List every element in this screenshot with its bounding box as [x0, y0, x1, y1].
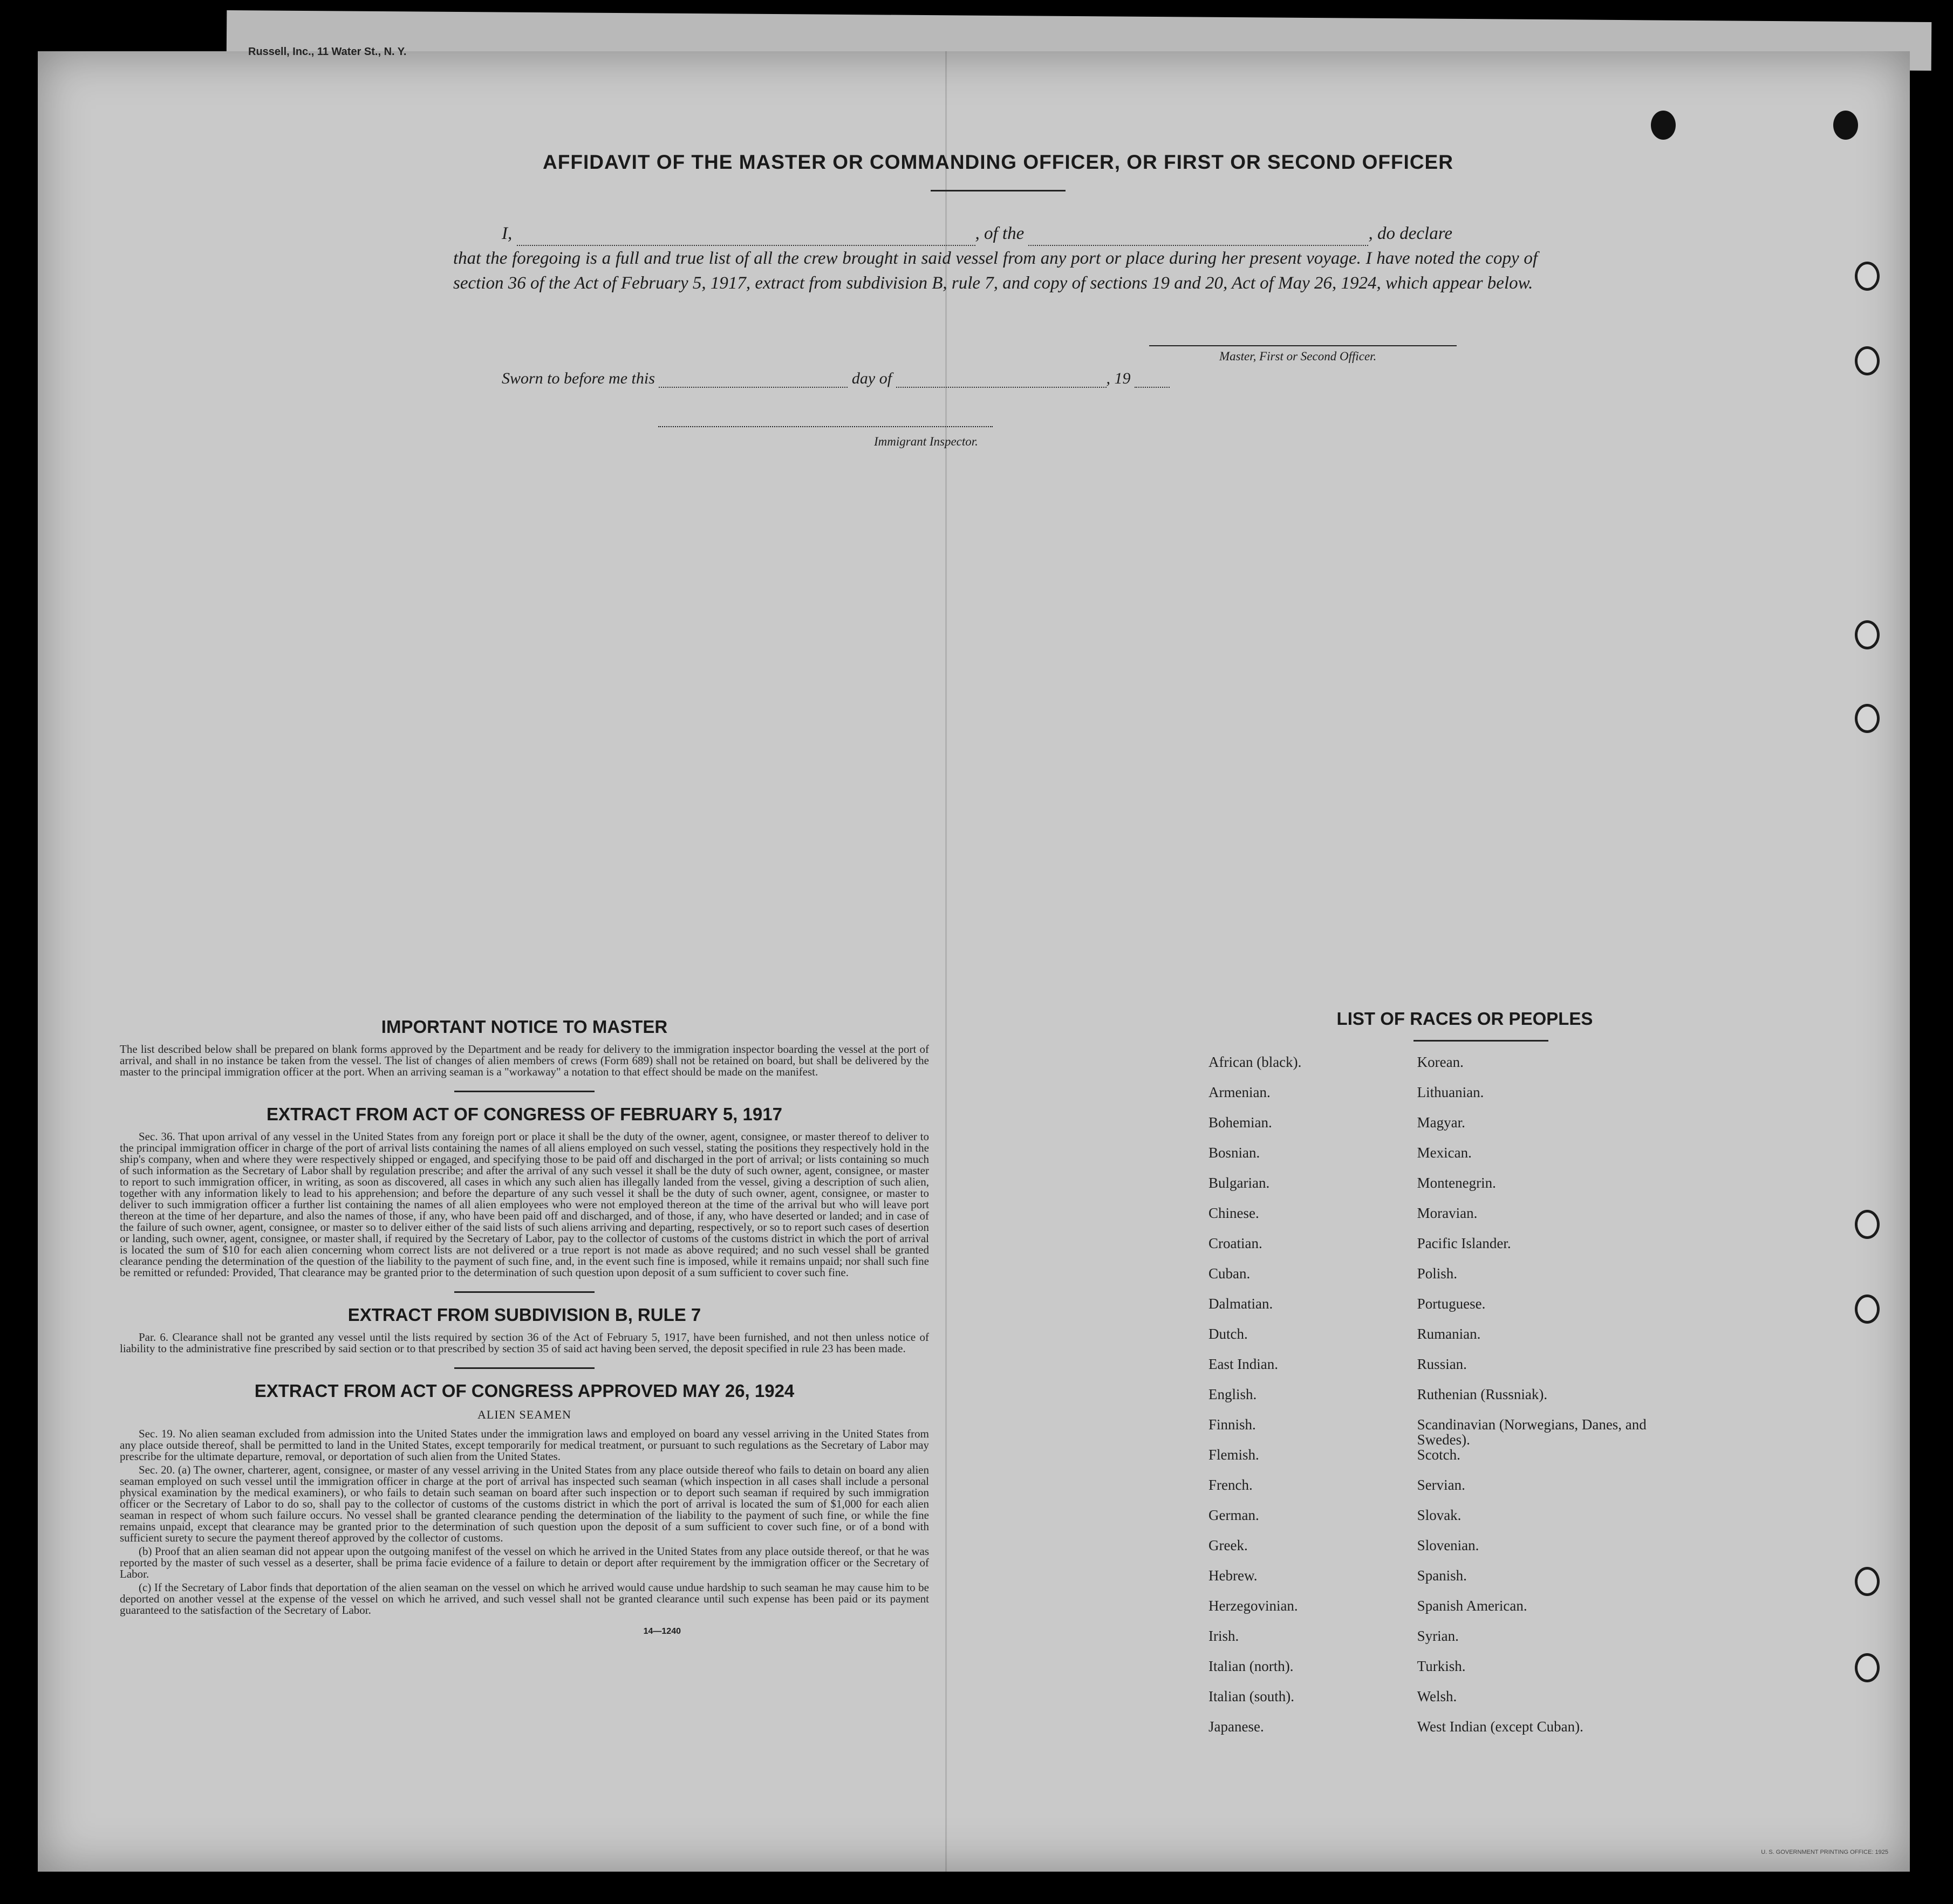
punch-hole [1855, 1295, 1880, 1324]
punch-hole [1651, 111, 1676, 140]
race-list-item: Bulgarian. [1208, 1175, 1270, 1191]
day-blank[interactable] [659, 371, 848, 388]
race-list-item: Japanese. [1208, 1718, 1264, 1735]
punch-hole [1855, 262, 1880, 291]
sec20b-text: (b) Proof that an alien seaman did not appear upon the outgoing manifest of the vessel on which he arrived in the United States from any place outside thereof, or that he was reported by the master of such vessel as a deserter, shall be prima facie evidence of a failure to detain or deport after requirement by the immigration officer or the Secretary of Labor. [120, 1545, 929, 1580]
race-list-item: Flemish. [1208, 1447, 1259, 1463]
extract3-title: EXTRACT FROM ACT OF CONGRESS APPROVED MAY 26, 1924 [254, 1381, 795, 1401]
race-list-item: Ruthenian (Russniak). [1417, 1386, 1548, 1402]
sworn-line [502, 369, 1170, 388]
form-number: 14—1240 [643, 1627, 681, 1636]
race-list-item: Chinese. [1208, 1205, 1259, 1221]
inspector-caption: Immigrant Inspector. [874, 435, 978, 448]
divider [1413, 1040, 1548, 1042]
race-list-item: Italian (south). [1208, 1688, 1294, 1704]
races-left-column [1192, 1054, 1417, 1749]
race-list-item: Polish. [1417, 1265, 1457, 1282]
race-list-item: Russian. [1417, 1356, 1467, 1372]
race-list-item: Herzegovinian. [1208, 1598, 1298, 1614]
affidavit-declare-label: , do declare [1368, 224, 1452, 243]
punch-hole [1833, 111, 1858, 140]
race-list-item: Pacific Islander. [1417, 1235, 1511, 1251]
divider [931, 190, 1066, 191]
race-list-item: Italian (north). [1208, 1658, 1294, 1674]
fold-crease [945, 51, 947, 1872]
race-list-item: Greek. [1208, 1537, 1248, 1553]
extract1-text: Sec. 36. That upon arrival of any vessel in the United States from any foreign port or place it shall be the duty of the owner, agent, consignee, or master thereof to deliver to the principal immigration officer in charge of the port of arrival lists containing the names of all aliens employed on such vessel, stating the positions they respectively hold in the ship's company, when and where they were respectively shipped or engaged, and specifying those to be paid off and discharged in the port of arrival; or lists containing so much of such information as the Secretary of Labor shall by regulation prescribe; and after the arrival of any such vessel it shall be the duty of such owner, agent, consignee, or master to report to such immigration officer, in writing, as soon as discovered, all cases in which any such alien has illegally landed from the vessel, giving a description of such alien, together with any information likely to lead to his apprehension; and before the departure of any such vessel it shall be the duty of such owner, agent, consignee, or master to deliver to such immigration officer a further list containing the names of all alien employees who were not employed thereon at the time of the arrival but who will leave port thereon at the time of her departure, and also the names of those, if any, who have been paid off and discharged, and of those, if any, who have deserted or landed; and in case of the failure of such owner, agent, consignee, or master so to deliver either of the said lists of such aliens arriving and departing, respectively, or so to report such cases of desertion or landing, such owner, agent, consignee, or master shall, if required by the Secretary of Labor, pay to the collector of customs of the customs district in which the port of arrival is located the sum of $10 for each alien concerning whom correct lists are not delivered or a true report is not made as above required; and no such vessel shall be granted clearance pending the determination of the question of the liability to the payment of such fine, and, in the event such fine is imposed, while it remains unpaid; nor shall such fine be remitted or refunded: Provided, That clearance may be granted prior to the determination of such question upon deposit of a sum sufficient to cover such fine. [120, 1130, 929, 1279]
race-list-item: Hebrew. [1208, 1567, 1258, 1584]
race-list-item: Welsh. [1417, 1688, 1457, 1704]
race-list-item: West Indian (except Cuban). [1417, 1718, 1583, 1735]
punch-hole [1855, 620, 1880, 649]
race-list-item: Mexican. [1417, 1145, 1472, 1161]
race-list-item: Dalmatian. [1208, 1296, 1273, 1312]
notice-text: The list described below shall be prepared on blank forms approved by the Department and be ready for delivery to the immigration inspector boarding the vessel at the port of arrival, and shall in no instance be taken from the vessel. The list of changes of alien members of crews (Form 689) shall not be retained on board, but shall be delivered by the master to the principal immigration officer at the port. When an arriving seaman is a "workaway" a notation to that effect should be made on the manifest. [120, 1043, 929, 1078]
notice-title: IMPORTANT NOTICE TO MASTER [381, 1017, 668, 1037]
punch-hole [1855, 346, 1880, 375]
race-list-item: Dutch. [1208, 1326, 1248, 1342]
races-columns [1192, 1054, 1678, 1749]
races-title: LIST OF RACES OR PEOPLES [1336, 1009, 1593, 1029]
year-blank[interactable] [1135, 371, 1170, 388]
race-list-item: Montenegrin. [1417, 1175, 1496, 1191]
race-list-item: Irish. [1208, 1628, 1239, 1644]
race-list-item: Servian. [1417, 1477, 1465, 1493]
races-section [1192, 1009, 1678, 1749]
race-list-item: Spanish. [1417, 1567, 1467, 1584]
signature-caption: Master, First or Second Officer. [1219, 350, 1377, 363]
race-list-item: Moravian. [1417, 1205, 1478, 1221]
affidavit-of-the-label: , of the [975, 224, 1025, 243]
punch-hole [1855, 1567, 1880, 1596]
race-list-item: Spanish American. [1417, 1598, 1527, 1614]
race-list-item: German. [1208, 1507, 1259, 1523]
extract3-subhead: ALIEN SEAMEN [477, 1408, 571, 1421]
race-list-item: Turkish. [1417, 1658, 1466, 1674]
race-list-item: Bosnian. [1208, 1145, 1260, 1161]
divider [454, 1091, 595, 1092]
notice-section [120, 1017, 929, 1636]
race-list-item: Croatian. [1208, 1235, 1262, 1251]
race-list-item: Finnish. [1208, 1416, 1256, 1433]
sec19-text: Sec. 19. No alien seaman excluded from admission into the United States under the immigration laws and employed on board any vessel arriving in the United States from any place outside thereof, shall be permitted to land in the United States, except temporarily for medical treatment, or pursuant to such regulations as the Secretary of Labor may prescribe for the ultimate departure, removal, or deportation of such alien from the United States. [120, 1427, 929, 1463]
day-of-label: day of [851, 369, 892, 387]
race-list-item: Slovenian. [1417, 1537, 1479, 1553]
races-right-column [1417, 1054, 1678, 1749]
punch-hole [1855, 1653, 1880, 1682]
punch-hole [1855, 1210, 1880, 1239]
divider [454, 1367, 595, 1369]
gpo-imprint: U. S. GOVERNMENT PRINTING OFFICE: 1925 [1761, 1849, 1888, 1855]
sec20c-text: (c) If the Secretary of Labor finds that deportation of the alien seaman on the vessel on which he arrived would cause undue hardship to such seaman he may cause him to be deported on another vessel at the expense of the vessel on which he arrived, and such vessel shall not be granted clearance until such expense has been paid or its payment guaranteed to the satisfaction of the Secretary of Labor. [120, 1581, 929, 1617]
race-list-item: Bohemian. [1208, 1114, 1272, 1131]
signature-line[interactable] [1149, 345, 1457, 346]
race-list-item: African (black). [1208, 1054, 1302, 1070]
month-blank[interactable] [896, 371, 1107, 388]
race-list-item: Syrian. [1417, 1628, 1459, 1644]
name-blank[interactable] [517, 229, 975, 246]
affidavit-i-label: I, [502, 224, 513, 243]
race-list-item: English. [1208, 1386, 1257, 1402]
race-list-item: Magyar. [1417, 1114, 1465, 1131]
race-list-item: Portuguese. [1417, 1296, 1486, 1312]
race-list-item: East Indian. [1208, 1356, 1278, 1372]
extract2-text: Par. 6. Clearance shall not be granted any vessel until the lists required by section 36 of the Act of February 5, 1917, have been furnished, and not then unless notice of liability to the administrative fine prescribed by said section or to that prescribed by section 35 of said act having been served, the deposit specified in rule 23 has been made. [120, 1331, 929, 1355]
affidavit-section [453, 151, 1543, 448]
printer-imprint: Russell, Inc., 11 Water St., N. Y. [248, 46, 407, 58]
race-list-item: Cuban. [1208, 1265, 1251, 1282]
sworn-label: Sworn to before me this [502, 369, 655, 387]
race-list-item: Lithuanian. [1417, 1084, 1484, 1100]
affidavit-body [453, 221, 1538, 296]
affidavit-text: that the foregoing is a full and true list of all the crew brought in said vessel from any port or place during her present voyage. I have noted the copy of section 36 of the Act of February 5, 1917, extract from subdivision B, rule 7, and copy of sections 19 and 20, Act of May 26, 1924, which appear below. [453, 249, 1538, 293]
sec20a-text: Sec. 20. (a) The owner, charterer, agent, consignee, or master of any vessel arriving in the United States from any place outside thereof who fails to detain on board any alien seaman employed on such vessel until the immigration officer in charge at the port of arrival has inspected such seaman (which inspection in all cases shall include a personal physical examination by the medical examiners), or who fails to detain such seaman on board after such inspection or to deport such seaman if required by such immigration officer or the Secretary of Labor to do so, shall pay to the collector of customs of the customs district in which the port of arrival is located the sum of $1,000 for each alien seaman in respect of whom such failure occurs. No vessel shall be granted clearance pending the determination of the liability to the payment of such fine, or while the fine remains unpaid, except that clearance may be granted prior to the determination of such question upon the deposit of a sum sufficient to cover such fine, or of a bond with sufficient surety to secure the payment thereof approved by the collector of customs. [120, 1463, 929, 1544]
vessel-blank[interactable] [1028, 229, 1368, 246]
affidavit-title: AFFIDAVIT OF THE MASTER OR COMMANDING OFFICER, OR FIRST OR SECOND OFFICER [543, 151, 1453, 173]
extract1-title: EXTRACT FROM ACT OF CONGRESS OF FEBRUARY 5, 1917 [267, 1104, 782, 1124]
race-list-item: Armenian. [1208, 1084, 1271, 1100]
inspector-signature-line[interactable] [658, 426, 993, 427]
affidavit-first-line [453, 221, 1538, 246]
punch-hole [1855, 704, 1880, 733]
divider [454, 1291, 595, 1293]
race-list-item: Korean. [1417, 1054, 1464, 1070]
race-list-item: Scandinavian (Norwegians, Danes, and Swedes). [1417, 1416, 1647, 1448]
race-list-item: French. [1208, 1477, 1253, 1493]
race-list-item: Slovak. [1417, 1507, 1462, 1523]
race-list-item: Rumanian. [1417, 1326, 1481, 1342]
race-list-item: Scotch. [1417, 1447, 1460, 1463]
year-label: , 19 [1106, 369, 1131, 387]
extract2-title: EXTRACT FROM SUBDIVISION B, RULE 7 [347, 1305, 701, 1325]
